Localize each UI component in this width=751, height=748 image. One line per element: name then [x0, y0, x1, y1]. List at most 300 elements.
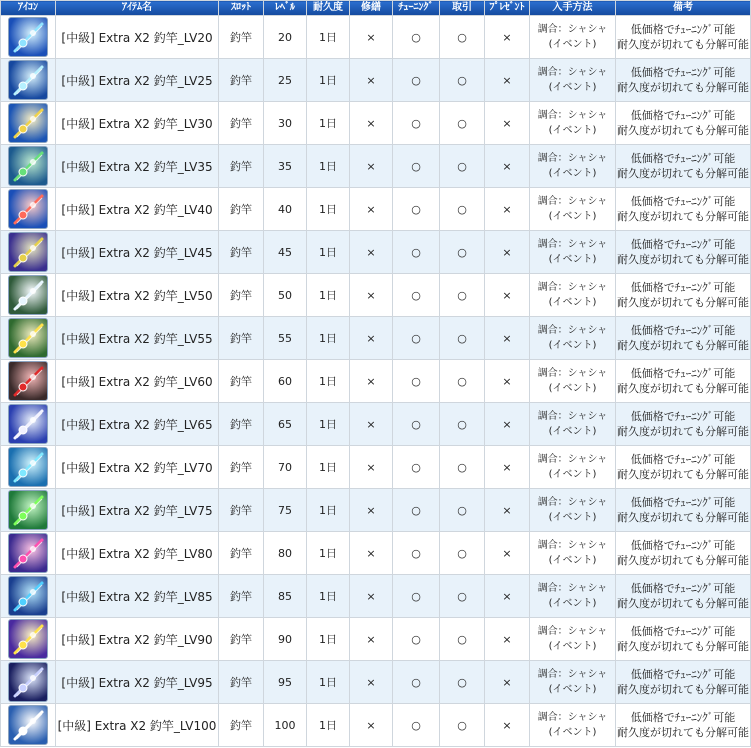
level-value: 60 — [264, 360, 307, 403]
durability-value: 1日 — [307, 618, 350, 661]
header-durability: 耐久度 — [307, 1, 350, 16]
table-row — [1, 231, 751, 274]
header-repair: 修繕 — [350, 1, 393, 16]
item-name: [中級] Extra X2 釣竿_LV85 — [56, 575, 219, 618]
level-value: 30 — [264, 102, 307, 145]
durability-value: 1日 — [307, 231, 350, 274]
level-value: 40 — [264, 188, 307, 231]
note-disassemble: 耐久度が切れても分解可能 — [617, 124, 749, 137]
table-row — [1, 59, 751, 102]
acquire-event: (イベント) — [548, 340, 597, 351]
trade-value: ○ — [440, 489, 485, 532]
tuning-value: ○ — [393, 532, 440, 575]
acquire-method: 調合：シャシャ — [537, 325, 608, 336]
note-disassemble: 耐久度が切れても分解可能 — [617, 425, 749, 438]
acquire-value — [530, 446, 616, 489]
level-value: 90 — [264, 618, 307, 661]
acquire-value — [530, 704, 616, 747]
table-row — [1, 532, 751, 575]
header-tuning: ﾁｭｰﾆﾝｸﾞ — [393, 1, 440, 16]
fishing-rod-leaf-icon — [8, 275, 48, 315]
notes-value — [616, 102, 751, 145]
item-name: [中級] Extra X2 釣竿_LV90 — [56, 618, 219, 661]
acquire-event: (イベント) — [548, 125, 597, 136]
durability-value: 1日 — [307, 145, 350, 188]
table-row — [1, 575, 751, 618]
item-name: [中級] Extra X2 釣竿_LV65 — [56, 403, 219, 446]
trade-value: ○ — [440, 403, 485, 446]
note-disassemble: 耐久度が切れても分解可能 — [617, 382, 749, 395]
trade-value: ○ — [440, 704, 485, 747]
trade-value: ○ — [440, 188, 485, 231]
icon-cell — [1, 446, 56, 489]
header-level: ﾚﾍﾞﾙ — [264, 1, 307, 16]
icon-cell — [1, 317, 56, 360]
slot-value: 釣竿 — [219, 231, 264, 274]
slot-value: 釣竿 — [219, 575, 264, 618]
acquire-value — [530, 231, 616, 274]
durability-value: 1日 — [307, 403, 350, 446]
header-present: ﾌﾟﾚｾﾞﾝﾄ — [485, 1, 530, 16]
header-notes: 備考 — [616, 1, 751, 16]
level-value: 70 — [264, 446, 307, 489]
repair-value: × — [350, 59, 393, 102]
acquire-value — [530, 575, 616, 618]
tuning-value: ○ — [393, 489, 440, 532]
slot-value: 釣竿 — [219, 145, 264, 188]
acquire-method: 調合：シャシャ — [537, 669, 608, 680]
acquire-method: 調合：シャシャ — [537, 454, 608, 465]
durability-value: 1日 — [307, 532, 350, 575]
trade-value: ○ — [440, 661, 485, 704]
table-row — [1, 145, 751, 188]
repair-value: × — [350, 188, 393, 231]
acquire-value — [530, 661, 616, 704]
tuning-value: ○ — [393, 102, 440, 145]
icon-cell — [1, 704, 56, 747]
acquire-event: (イベント) — [548, 512, 597, 523]
table-row — [1, 704, 751, 747]
acquire-event: (イベント) — [548, 426, 597, 437]
tuning-value: ○ — [393, 317, 440, 360]
fishing-rod-purple-icon — [8, 232, 48, 272]
item-name: [中級] Extra X2 釣竿_LV80 — [56, 532, 219, 575]
note-disassemble: 耐久度が切れても分解可能 — [617, 81, 749, 94]
notes-value — [616, 231, 751, 274]
tuning-value: ○ — [393, 231, 440, 274]
repair-value: × — [350, 532, 393, 575]
notes-value — [616, 16, 751, 59]
level-value: 35 — [264, 145, 307, 188]
note-disassemble: 耐久度が切れても分解可能 — [617, 339, 749, 352]
acquire-event: (イベント) — [548, 211, 597, 222]
level-value: 50 — [264, 274, 307, 317]
present-value: × — [485, 618, 530, 661]
acquire-method: 調合：シャシャ — [537, 196, 608, 207]
notes-value — [616, 446, 751, 489]
tuning-value: ○ — [393, 188, 440, 231]
acquire-value — [530, 188, 616, 231]
note-tuning: 低価格でﾁｭｰﾆﾝｸﾞ可能 — [630, 711, 736, 724]
notes-value — [616, 59, 751, 102]
note-tuning: 低価格でﾁｭｰﾆﾝｸﾞ可能 — [630, 496, 736, 509]
table-row — [1, 16, 751, 59]
icon-cell — [1, 274, 56, 317]
acquire-event: (イベント) — [548, 82, 597, 93]
icon-cell — [1, 360, 56, 403]
level-value: 20 — [264, 16, 307, 59]
note-disassemble: 耐久度が切れても分解可能 — [617, 640, 749, 653]
tuning-value: ○ — [393, 274, 440, 317]
icon-cell — [1, 188, 56, 231]
table-row — [1, 403, 751, 446]
notes-value — [616, 403, 751, 446]
acquire-event: (イベント) — [548, 383, 597, 394]
level-value: 45 — [264, 231, 307, 274]
item-name: [中級] Extra X2 釣竿_LV100 — [56, 704, 219, 747]
tuning-value: ○ — [393, 661, 440, 704]
acquire-event: (イベント) — [548, 555, 597, 566]
acquire-event: (イベント) — [548, 684, 597, 695]
repair-value: × — [350, 618, 393, 661]
note-tuning: 低価格でﾁｭｰﾆﾝｸﾞ可能 — [630, 23, 736, 36]
level-value: 75 — [264, 489, 307, 532]
tuning-value: ○ — [393, 403, 440, 446]
acquire-method: 調合：シャシャ — [537, 368, 608, 379]
icon-cell — [1, 489, 56, 532]
header-slot: ｽﾛｯﾄ — [219, 1, 264, 16]
note-tuning: 低価格でﾁｭｰﾆﾝｸﾞ可能 — [630, 66, 736, 79]
acquire-value — [530, 532, 616, 575]
table-row — [1, 102, 751, 145]
icon-cell — [1, 102, 56, 145]
tuning-value: ○ — [393, 704, 440, 747]
level-value: 95 — [264, 661, 307, 704]
notes-value — [616, 575, 751, 618]
repair-value: × — [350, 704, 393, 747]
slot-value: 釣竿 — [219, 618, 264, 661]
note-disassemble: 耐久度が切れても分解可能 — [617, 167, 749, 180]
repair-value: × — [350, 403, 393, 446]
fishing-rod-red-icon — [8, 189, 48, 229]
note-tuning: 低価格でﾁｭｰﾆﾝｸﾞ可能 — [630, 238, 736, 251]
durability-value: 1日 — [307, 102, 350, 145]
acquire-event: (イベント) — [548, 641, 597, 652]
level-value: 85 — [264, 575, 307, 618]
trade-value: ○ — [440, 59, 485, 102]
acquire-method: 調合：シャシャ — [537, 110, 608, 121]
present-value: × — [485, 403, 530, 446]
present-value: × — [485, 102, 530, 145]
notes-value — [616, 317, 751, 360]
fishing-rod-green-icon — [8, 146, 48, 186]
slot-value: 釣竿 — [219, 188, 264, 231]
acquire-event: (イベント) — [548, 254, 597, 265]
item-name: [中級] Extra X2 釣竿_LV55 — [56, 317, 219, 360]
present-value: × — [485, 274, 530, 317]
icon-cell — [1, 532, 56, 575]
durability-value: 1日 — [307, 360, 350, 403]
tuning-value: ○ — [393, 575, 440, 618]
note-tuning: 低価格でﾁｭｰﾆﾝｸﾞ可能 — [630, 195, 736, 208]
level-value: 25 — [264, 59, 307, 102]
durability-value: 1日 — [307, 704, 350, 747]
slot-value: 釣竿 — [219, 16, 264, 59]
table-row — [1, 188, 751, 231]
acquire-value — [530, 618, 616, 661]
level-value: 55 — [264, 317, 307, 360]
slot-value: 釣竿 — [219, 59, 264, 102]
acquire-method: 調合：シャシャ — [537, 153, 608, 164]
present-value: × — [485, 16, 530, 59]
present-value: × — [485, 575, 530, 618]
acquire-value — [530, 403, 616, 446]
present-value: × — [485, 59, 530, 102]
item-name: [中級] Extra X2 釣竿_LV25 — [56, 59, 219, 102]
repair-value: × — [350, 102, 393, 145]
acquire-event: (イベント) — [548, 727, 597, 738]
present-value: × — [485, 317, 530, 360]
note-disassemble: 耐久度が切れても分解可能 — [617, 468, 749, 481]
trade-value: ○ — [440, 446, 485, 489]
table-row — [1, 489, 751, 532]
icon-cell — [1, 661, 56, 704]
tuning-value: ○ — [393, 145, 440, 188]
note-tuning: 低価格でﾁｭｰﾆﾝｸﾞ可能 — [630, 453, 736, 466]
trade-value: ○ — [440, 360, 485, 403]
acquire-method: 調合：シャシャ — [537, 626, 608, 637]
trade-value: ○ — [440, 274, 485, 317]
repair-value: × — [350, 231, 393, 274]
note-disassemble: 耐久度が切れても分解可能 — [617, 683, 749, 696]
icon-cell — [1, 59, 56, 102]
fishing-rod-orb-icon — [8, 490, 48, 530]
present-value: × — [485, 231, 530, 274]
acquire-event: (イベント) — [548, 598, 597, 609]
acquire-method: 調合：シャシャ — [537, 282, 608, 293]
repair-value: × — [350, 274, 393, 317]
repair-value: × — [350, 489, 393, 532]
tuning-value: ○ — [393, 16, 440, 59]
header-trade: 取引 — [440, 1, 485, 16]
acquire-method: 調合：シャシャ — [537, 67, 608, 78]
header-acquire: 入手方法 — [530, 1, 616, 16]
acquire-event: (イベント) — [548, 39, 597, 50]
notes-value — [616, 532, 751, 575]
acquire-value — [530, 317, 616, 360]
present-value: × — [485, 661, 530, 704]
present-value: × — [485, 145, 530, 188]
slot-value: 釣竿 — [219, 274, 264, 317]
note-disassemble: 耐久度が切れても分解可能 — [617, 253, 749, 266]
trade-value: ○ — [440, 317, 485, 360]
repair-value: × — [350, 145, 393, 188]
repair-value: × — [350, 360, 393, 403]
present-value: × — [485, 532, 530, 575]
acquire-method: 調合：シャシャ — [537, 411, 608, 422]
fishing-rod-gold-icon — [8, 103, 48, 143]
repair-value: × — [350, 661, 393, 704]
tuning-value: ○ — [393, 618, 440, 661]
repair-value: × — [350, 446, 393, 489]
acquire-value — [530, 360, 616, 403]
tuning-value: ○ — [393, 360, 440, 403]
item-name: [中級] Extra X2 釣竿_LV70 — [56, 446, 219, 489]
acquire-method: 調合：シャシャ — [537, 583, 608, 594]
item-name: [中級] Extra X2 釣竿_LV60 — [56, 360, 219, 403]
level-value: 80 — [264, 532, 307, 575]
note-tuning: 低価格でﾁｭｰﾆﾝｸﾞ可能 — [630, 410, 736, 423]
icon-cell — [1, 403, 56, 446]
icon-cell — [1, 231, 56, 274]
slot-value: 釣竿 — [219, 704, 264, 747]
fishing-rod-flower-icon — [8, 318, 48, 358]
slot-value: 釣竿 — [219, 489, 264, 532]
notes-value — [616, 618, 751, 661]
note-disassemble: 耐久度が切れても分解可能 — [617, 296, 749, 309]
icon-cell — [1, 145, 56, 188]
header-row — [1, 1, 751, 16]
present-value: × — [485, 188, 530, 231]
notes-value — [616, 704, 751, 747]
repair-value: × — [350, 317, 393, 360]
acquire-event: (イベント) — [548, 168, 597, 179]
present-value: × — [485, 704, 530, 747]
note-disassemble: 耐久度が切れても分解可能 — [617, 511, 749, 524]
durability-value: 1日 — [307, 575, 350, 618]
repair-value: × — [350, 575, 393, 618]
fishing-rod-magenta-icon — [8, 533, 48, 573]
item-name: [中級] Extra X2 釣竿_LV40 — [56, 188, 219, 231]
slot-value: 釣竿 — [219, 403, 264, 446]
note-tuning: 低価格でﾁｭｰﾆﾝｸﾞ可能 — [630, 539, 736, 552]
table-row — [1, 618, 751, 661]
acquire-method: 調合：シャシャ — [537, 712, 608, 723]
notes-value — [616, 489, 751, 532]
note-tuning: 低価格でﾁｭｰﾆﾝｸﾞ可能 — [630, 367, 736, 380]
acquire-value — [530, 274, 616, 317]
header-icon: ｱｲｺﾝ — [1, 1, 56, 16]
durability-value: 1日 — [307, 274, 350, 317]
level-value: 65 — [264, 403, 307, 446]
note-disassemble: 耐久度が切れても分解可能 — [617, 38, 749, 51]
item-name: [中級] Extra X2 釣竿_LV45 — [56, 231, 219, 274]
item-rows — [1, 16, 751, 747]
trade-value: ○ — [440, 532, 485, 575]
slot-value: 釣竿 — [219, 360, 264, 403]
slot-value: 釣竿 — [219, 102, 264, 145]
acquire-value — [530, 145, 616, 188]
trade-value: ○ — [440, 618, 485, 661]
note-tuning: 低価格でﾁｭｰﾆﾝｸﾞ可能 — [630, 324, 736, 337]
note-tuning: 低価格でﾁｭｰﾆﾝｸﾞ可能 — [630, 582, 736, 595]
trade-value: ○ — [440, 145, 485, 188]
item-name: [中級] Extra X2 釣竿_LV20 — [56, 16, 219, 59]
notes-value — [616, 274, 751, 317]
notes-value — [616, 661, 751, 704]
acquire-method: 調合：シャシャ — [537, 239, 608, 250]
item-name: [中級] Extra X2 釣竿_LV95 — [56, 661, 219, 704]
level-value: 100 — [264, 704, 307, 747]
durability-value: 1日 — [307, 16, 350, 59]
acquire-value — [530, 102, 616, 145]
present-value: × — [485, 489, 530, 532]
tuning-value: ○ — [393, 446, 440, 489]
durability-value: 1日 — [307, 59, 350, 102]
item-name: [中級] Extra X2 釣竿_LV30 — [56, 102, 219, 145]
acquire-event: (イベント) — [548, 469, 597, 480]
fishing-rod-cyan-icon — [8, 60, 48, 100]
slot-value: 釣竿 — [219, 661, 264, 704]
fishing-rod-white-icon — [8, 705, 48, 745]
acquire-value — [530, 16, 616, 59]
fishing-rod-rose-icon — [8, 361, 48, 401]
fishing-rod-dark-icon — [8, 662, 48, 702]
acquire-event: (イベント) — [548, 297, 597, 308]
item-name: [中級] Extra X2 釣竿_LV35 — [56, 145, 219, 188]
fishing-rod-spear-icon — [8, 404, 48, 444]
table-row — [1, 661, 751, 704]
present-value: × — [485, 360, 530, 403]
notes-value — [616, 145, 751, 188]
note-disassemble: 耐久度が切れても分解可能 — [617, 726, 749, 739]
item-name: [中級] Extra X2 釣竿_LV75 — [56, 489, 219, 532]
durability-value: 1日 — [307, 661, 350, 704]
tuning-value: ○ — [393, 59, 440, 102]
note-disassemble: 耐久度が切れても分解可能 — [617, 554, 749, 567]
durability-value: 1日 — [307, 317, 350, 360]
acquire-method: 調合：シャシャ — [537, 540, 608, 551]
acquire-method: 調合：シャシャ — [537, 497, 608, 508]
repair-value: × — [350, 16, 393, 59]
icon-cell — [1, 16, 56, 59]
note-tuning: 低価格でﾁｭｰﾆﾝｸﾞ可能 — [630, 668, 736, 681]
fishing-rod-wave-icon — [8, 447, 48, 487]
item-name: [中級] Extra X2 釣竿_LV50 — [56, 274, 219, 317]
table-row — [1, 317, 751, 360]
fishing-rod-cyan-icon — [8, 17, 48, 57]
acquire-value — [530, 489, 616, 532]
note-tuning: 低価格でﾁｭｰﾆﾝｸﾞ可能 — [630, 109, 736, 122]
present-value: × — [485, 446, 530, 489]
note-tuning: 低価格でﾁｭｰﾆﾝｸﾞ可能 — [630, 152, 736, 165]
slot-value: 釣竿 — [219, 532, 264, 575]
acquire-method: 調合：シャシャ — [537, 24, 608, 35]
trade-value: ○ — [440, 575, 485, 618]
icon-cell — [1, 618, 56, 661]
durability-value: 1日 — [307, 188, 350, 231]
slot-value: 釣竿 — [219, 446, 264, 489]
note-disassemble: 耐久度が切れても分解可能 — [617, 210, 749, 223]
trade-value: ○ — [440, 231, 485, 274]
note-tuning: 低価格でﾁｭｰﾆﾝｸﾞ可能 — [630, 625, 736, 638]
table-row — [1, 446, 751, 489]
durability-value: 1日 — [307, 446, 350, 489]
header-item-name: ｱｲﾃﾑ名 — [56, 1, 219, 16]
fishing-rod-violet-icon — [8, 619, 48, 659]
notes-value — [616, 360, 751, 403]
table-row — [1, 360, 751, 403]
durability-value: 1日 — [307, 489, 350, 532]
note-tuning: 低価格でﾁｭｰﾆﾝｸﾞ可能 — [630, 281, 736, 294]
fishing-rod-anchor-icon — [8, 576, 48, 616]
note-disassemble: 耐久度が切れても分解可能 — [617, 597, 749, 610]
trade-value: ○ — [440, 16, 485, 59]
table-row — [1, 274, 751, 317]
acquire-value — [530, 59, 616, 102]
trade-value: ○ — [440, 102, 485, 145]
slot-value: 釣竿 — [219, 317, 264, 360]
